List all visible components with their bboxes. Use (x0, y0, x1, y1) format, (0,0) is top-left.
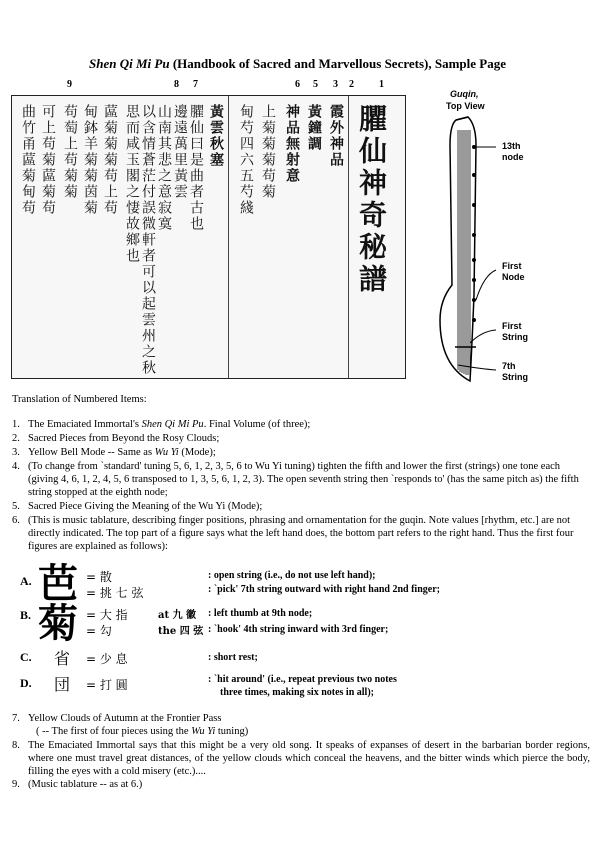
item-number: 3. (12, 447, 20, 458)
mode-column: 神品無射意 (284, 104, 300, 184)
item-text: Yellow Clouds of Autumn at the Frontier Pass (28, 713, 222, 724)
title-rest: (Handbook of Sacred and Marvellous Secrets), Sample Page (169, 56, 506, 71)
item-number: 4. (12, 461, 20, 472)
item-number: 5. (12, 501, 20, 512)
example-char: = 勾 (86, 624, 112, 638)
column-number: 8 (174, 79, 179, 90)
list-item (12, 418, 590, 431)
commentary-column: 山南其悲之意寂寞 (156, 104, 172, 232)
item-text: (This is music tablature, describing finger positions, phrasing and ornamentation for the guqin. Note values [rhythm, etc.] are not directly indicated. The top part of a figure says what the left hand does, the bottom part refers to the right hand. Thus the first four figures are explained as follows): (28, 515, 574, 552)
list-item (12, 446, 590, 459)
item-text: Sacred Pieces from Beyond the Rosy Clouds; (28, 433, 220, 444)
item-number: 7. (12, 713, 20, 724)
item-text: Yellow Bell Mode -- Same as (28, 447, 155, 458)
mode-column: 黃鐘調 (306, 104, 322, 152)
item-7 (12, 712, 595, 738)
example-char: the 四 弦 (158, 626, 204, 637)
example-letter: C. (20, 650, 32, 664)
label-7th-string: String (502, 372, 528, 382)
item-9 (12, 778, 595, 791)
example-letter: A. (20, 574, 32, 588)
label-first-string: First (502, 321, 522, 331)
column-number: 5 (313, 79, 318, 90)
manuscript-scan (11, 95, 406, 379)
label-node: node (502, 152, 524, 162)
item-text: The Emaciated Immortal's (28, 419, 142, 430)
divider (348, 96, 349, 378)
column-number: 3 (333, 79, 338, 90)
translation-list (12, 418, 590, 554)
guqin-drawing (410, 85, 590, 390)
tablature-column: 可上苟菊蓲菊苟 (40, 104, 56, 216)
example-char: = 大 指 (86, 608, 128, 622)
example-glyph: 菊 (38, 600, 78, 647)
tablature-column: 上菊菊菊苟菊 (260, 104, 276, 200)
tablature-column: 苟萄上苟菊菊 (62, 104, 78, 200)
example-desc: three times, making six notes in all); (220, 687, 374, 698)
item-text-em: Wu Yi (154, 447, 179, 458)
example-desc: : `hook' 4th string inward with 3rd finger; (208, 624, 389, 635)
item-text: The Emaciated Immortal says that this might be a very old song. It speaks of expanses of desert in the barbarian border regions, where one must travel great distances, of the yellow clouds which conceal the heavens, and the bitter winds which pierce the body, filling the eyes with a cold misery (etc.).... (28, 740, 590, 777)
list-item (12, 460, 590, 499)
item-text: . Final Volume (of three); (203, 419, 311, 430)
page-title (0, 56, 595, 72)
tablature-examples (20, 562, 580, 702)
example-desc: : `pick' 7th string outward with right hand 2nd finger; (208, 584, 440, 595)
item-8 (12, 739, 590, 778)
list-item (12, 432, 590, 445)
item-number: 6. (12, 515, 20, 526)
label-first-node: Node (502, 272, 525, 282)
commentary-column: 思而咸玉閣之悽故鄉也 (124, 104, 140, 264)
column-number: 7 (193, 79, 198, 90)
volume-column: 霞外神品 (328, 104, 344, 168)
column-number: 9 (67, 79, 72, 90)
book-title-column: 臞仙神奇秘譜 (355, 104, 388, 296)
label-string: String (502, 332, 528, 342)
example-desc: : `hit around' (i.e., repeat previous two notes (208, 674, 397, 685)
item-number: 1. (12, 419, 20, 430)
column-number: 1 (379, 79, 384, 90)
divider (228, 96, 229, 378)
label-13th: 13th (502, 141, 521, 151)
item-number: 9. (12, 779, 20, 790)
column-number: 2 (349, 79, 354, 90)
item-7-sub: ( -- The first of four pieces using the Wu Yi tuning) (36, 726, 249, 737)
example-letter: B. (20, 608, 32, 622)
example-char: at 九 徽 (158, 610, 197, 621)
example-glyph: 芭 (38, 560, 78, 607)
example-desc: : short rest; (208, 652, 258, 663)
tablature-column: 蓲菊菊菊苟上苟 (102, 104, 118, 216)
item-text-em: Shen Qi Mi Pu (141, 419, 204, 430)
item-number: 8. (12, 740, 20, 751)
example-desc: : left thumb at 9th node; (208, 608, 313, 619)
item-text: (To change from `standard' tuning 5, 6, 1, 2, 3, 5, 6 to Wu Yi tuning) tighten the fifth and lower the first (strings) one tone each (giving 4, 6, 1, 2, 4, 5, 6 transposed to 1, 3, 5, 6, 1, 2, 3). The open seventh string then `responds to' (has the same pitch as) the fifth string stopped at the eighth node; (28, 461, 579, 498)
commentary-column: 邊遠萬里黃雲 (172, 104, 188, 200)
list-item (12, 514, 590, 553)
guqin-diagram (410, 85, 590, 390)
piece-title-column: 黃雲秋塞 (208, 104, 224, 168)
list-item (12, 500, 590, 513)
item-text: (Music tablature -- as at 6.) (28, 779, 143, 790)
example-glyph: 省 (54, 649, 71, 668)
example-char: = 挑 七 弦 (86, 586, 144, 600)
example-letter: D. (20, 676, 32, 690)
item-text: Sacred Piece Giving the Meaning of the Wu Yi (Mode); (28, 501, 263, 512)
example-char: = 散 (86, 570, 112, 584)
example-char: = 少 息 (86, 652, 128, 666)
tablature-column: 曲竹甬蓲菊甸苟 (20, 104, 36, 216)
column-number: 6 (295, 79, 300, 90)
title-italic: Shen Qi Mi Pu (89, 56, 170, 71)
translation-heading: Translation of Numbered Items: (12, 394, 147, 405)
item-text: (Mode); (178, 447, 216, 458)
commentary-column: 臞仙曰是曲者古也 (188, 104, 204, 232)
guqin-title: Guqin, (450, 89, 479, 99)
label-first: First (502, 261, 522, 271)
tablature-column: 甸芍四六五芍綫 (238, 104, 254, 216)
tablature-column: 甸鉢羊菊菊茵菊 (82, 104, 98, 216)
example-desc: : open string (i.e., do not use left hand); (208, 570, 376, 581)
example-glyph: 団 (54, 675, 71, 694)
item-number: 2. (12, 433, 20, 444)
label-7th: 7th (502, 361, 516, 371)
commentary-column: 以含情蒼茫付誤微軒者可以起雲州之秋 (140, 104, 156, 376)
example-char: = 打 圓 (86, 678, 128, 692)
guqin-subtitle: Top View (446, 101, 485, 111)
